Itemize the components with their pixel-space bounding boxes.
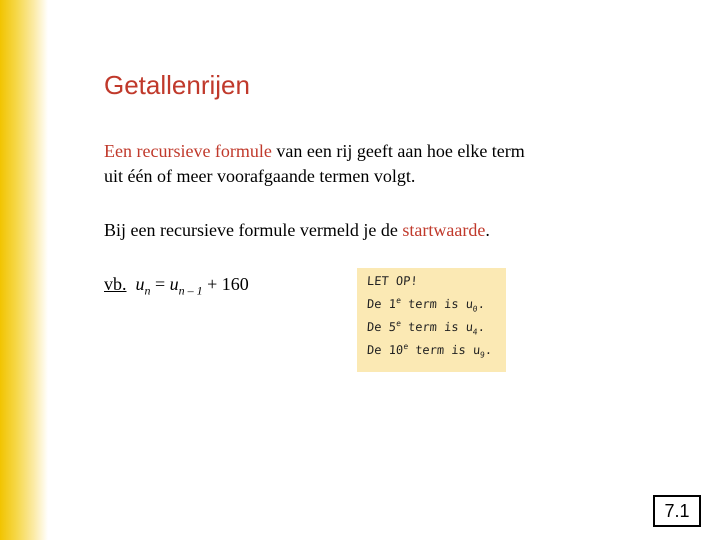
term-startwaarde: startwaarde <box>402 220 486 240</box>
startvalue-text: Bij een recursieve formule vermeld je de <box>104 220 403 240</box>
definition-text-1: van een rij geeft aan hoe elke term <box>271 141 525 161</box>
page-title: Getallenrijen <box>104 70 250 100</box>
note-heading: LET OP! <box>366 274 419 288</box>
example-label: vb. <box>104 274 127 294</box>
note-line-2: De 5e term is $u_4$. <box>366 319 486 337</box>
left-decorative-bar <box>0 0 48 540</box>
note-box <box>357 268 506 372</box>
example-formula <box>104 272 249 304</box>
formula-u-n: $u_n$ <box>135 274 151 298</box>
formula-tail: + 160 <box>202 274 249 294</box>
definition-text-2: uit één of meer voorafgaande termen volgt. <box>104 166 416 186</box>
term-recursive-formula: Een recursieve formule <box>104 141 272 161</box>
startvalue-period: . <box>485 220 490 240</box>
startvalue-paragraph <box>104 218 490 243</box>
formula-equals: = <box>150 274 170 294</box>
note-line-3: De 10e term is $u_9$. <box>366 342 493 360</box>
slide-number: 7.1 <box>653 495 701 527</box>
note-line-1: De 1e term is $u_0$. <box>366 296 486 314</box>
definition-paragraph <box>104 139 604 189</box>
formula-u-prev: $u_{n - 1}$ <box>169 274 203 298</box>
